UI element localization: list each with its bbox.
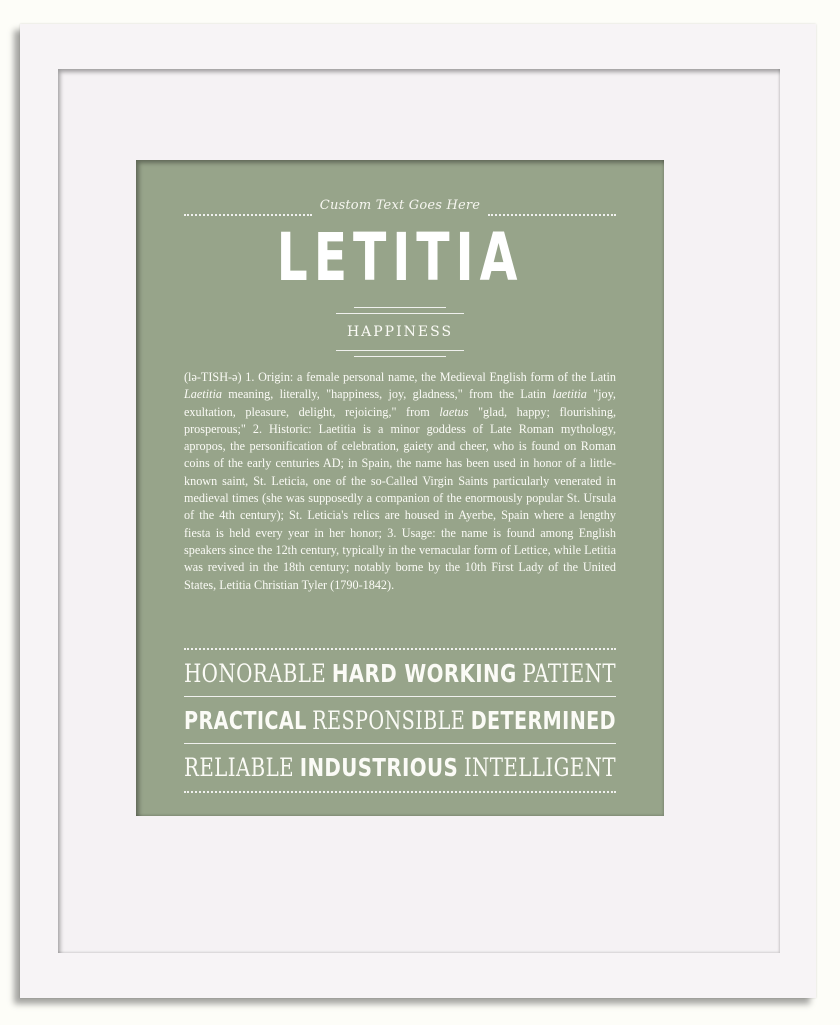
trait-divider: [184, 696, 616, 697]
trait-word: RESPONSIBLE: [312, 706, 466, 735]
pronunciation: (lə-TISH-ə): [184, 370, 242, 384]
trait-divider: [184, 743, 616, 744]
rule-long-top: [336, 313, 464, 314]
dotted-rule-traits-top: [184, 648, 616, 650]
dotted-rule-left: [184, 214, 312, 216]
definition-italic: laetus: [439, 404, 469, 419]
trait-word: INTELLIGENT: [463, 753, 616, 782]
trait-row: [184, 704, 616, 738]
custom-text: Custom Text Goes Here: [319, 198, 481, 213]
dotted-rule-traits-bottom: [184, 791, 616, 793]
trait-word: PATIENT: [522, 659, 616, 688]
definition-text: "joy, exultation, pleasure, delight, rejoicing," from: [184, 387, 616, 419]
rule-short-top: [354, 307, 446, 308]
trait-word: HONORABLE: [184, 659, 327, 688]
trait-word: INDUSTRIOUS: [299, 753, 459, 782]
name-title: LETITIA: [276, 219, 524, 296]
rule-short-bottom: [354, 356, 446, 357]
rule-long-bottom: [336, 350, 464, 351]
definition-text: "glad, happy; flourishing, prosperous;" 2. Historic: Laetitia is a minor goddess of Late Roman mythology, apropos, the personification of celebration, gaiety and cheer, who is found on Roman coins of the early centuries AD; in Spain, the name has been used in honor of a little-known saint, St. Leticia, one of the so-Called Virgin Saints particularly venerated in medieval times (she was supposedly a companion of the enormously popular St. Ursula of the 4th century); St. Leticia's relics are housed in Ayerbe, Spain where a lengthy fiesta is held every year in her honor; 3. Usage: the name is found among English speakers since the 12th century, typically in the vernacular form of Lettice, while Letitia was revived in the 18th century; notably borne by the 10th First Lady of the United States, Letitia Christian Tyler (1790-1842).: [184, 404, 616, 592]
definition-text: 1. Origin: a female personal name, the Medieval English form of the Latin: [241, 370, 616, 384]
definition-text: meaning, literally, "happiness, joy, gladness," from the Latin: [221, 387, 553, 402]
name-print: [136, 160, 664, 816]
trait-row: [184, 657, 616, 691]
trait-word: PRACTICAL: [184, 706, 307, 735]
definition-italic: Laetitia: [184, 387, 222, 402]
dotted-rule-right: [488, 214, 616, 216]
name-definition: [184, 369, 616, 594]
definition-italic: laetitia: [552, 387, 587, 402]
trait-row: [184, 751, 616, 785]
trait-word: HARD WORKING: [331, 659, 517, 688]
trait-word: DETERMINED: [470, 706, 616, 735]
trait-word: RELIABLE: [184, 753, 295, 782]
name-meaning: HAPPINESS: [346, 324, 454, 340]
